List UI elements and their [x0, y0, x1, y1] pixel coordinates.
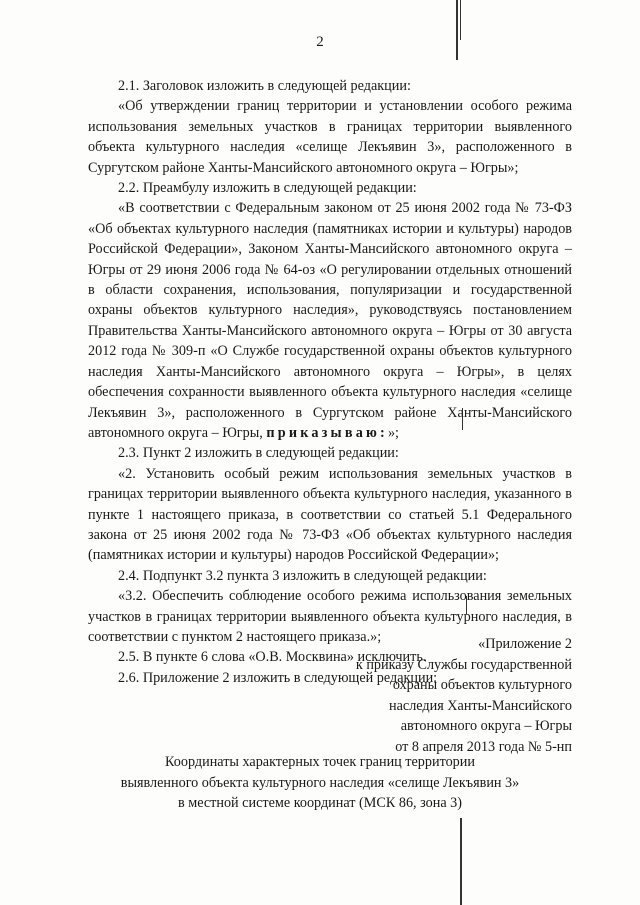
paragraph: «Об утверждении границ территории и установлении особого режима использования земельных участков в границах территории выявленного объекта культурного наследия «селище Лекъявин 3», расположенного в Сургутском районе Ханты-Мансийского автономного округа – Югры»; [88, 98, 572, 176]
appendix-line: наследия Ханты-Мансийского [389, 697, 572, 714]
preamble-text: «В соответствии с Федеральным законом от 25 июня 2002 года № 73-ФЗ «Об объектах культурного наследия (памятниках истории и культуры) народов Российской Федерации», Законом Ханты-Мансийского автономного округа – Югры от 29 июня 2006 года № 64-оз «О регулировании отдельных отношений в области сохранения, использования, популяризации и государственной охраны объектов культурного наследия», руководствуясь постановлением Правительства Ханты-Мансийского автономного округа – Югры от 30 августа 2012 года № 309-п «О Службе государственной охраны объектов культурного наследия Ханты-Мансийского автономного округа – Югры», в целях обеспечения сохранности выявленного объекта культурного наследия «селище Лекъявин 3», расположенного в Сургутском районе Ханты-Мансийского автономного округа – Югры, [88, 200, 572, 441]
paragraph: 2.2. Преамбулу изложить в следующей редакции: [118, 180, 417, 197]
appendix-line: охраны объектов культурного [392, 677, 572, 694]
paragraph: 2.3. Пункт 2 изложить в следующей редакции: [118, 445, 399, 462]
coordinates-title-line: выявленного объекта культурного наследия «селище Лекъявин 3» [120, 774, 520, 791]
paragraph: 2.4. Подпункт 3.2 пункта 3 изложить в следующей редакции: [118, 567, 487, 584]
appendix-line: к приказу Службы государственной [355, 656, 572, 673]
order-word: приказываю: [266, 424, 388, 441]
appendix-line: от 8 апреля 2013 года № 5-нп [395, 738, 572, 755]
appendix-line: «Приложение 2 [478, 636, 572, 652]
page-number: 2 [316, 34, 324, 50]
paragraph: 2.1. Заголовок изложить в следующей редакции: [118, 78, 411, 94]
scan-artifact [456, 0, 458, 60]
document-body [88, 76, 572, 688]
paragraph: 2.5. В пункте 6 слова «О.В. Москвина» исключить. [118, 649, 427, 666]
appendix-header [312, 634, 572, 758]
paragraph: 2.6. Приложение 2 изложить в следующей редакции: [118, 669, 438, 686]
paragraph: «3.2. Обеспечить соблюдение особого режима использования земельных участков в границах территории выявленного объекта культурного наследия, в соответствии с пунктом 2 настоящего приказа.»; [88, 588, 572, 645]
paragraph: «2. Установить особый режим использования земельных участков в границах территории выявленного объекта культурного наследия, указанного в пункте 1 настоящего приказа, в соответствии со статьей 5.1 Федерального закона от 25 июня 2002 года № 73-ФЗ «Об объектах культурного наследия (памятниках истории и культуры) народов Российской Федерации»; [88, 465, 572, 564]
appendix-line: автономного округа – Югры [400, 718, 572, 735]
coordinates-title [0, 752, 640, 814]
coordinates-title-line: в местной системе координат (МСК 86, зона 3) [177, 795, 462, 812]
paragraph [88, 198, 572, 443]
coordinates-title-line: Координаты характерных точек границ территории [165, 754, 475, 770]
scan-artifact [460, 818, 462, 905]
order-tail: »; [387, 424, 399, 441]
